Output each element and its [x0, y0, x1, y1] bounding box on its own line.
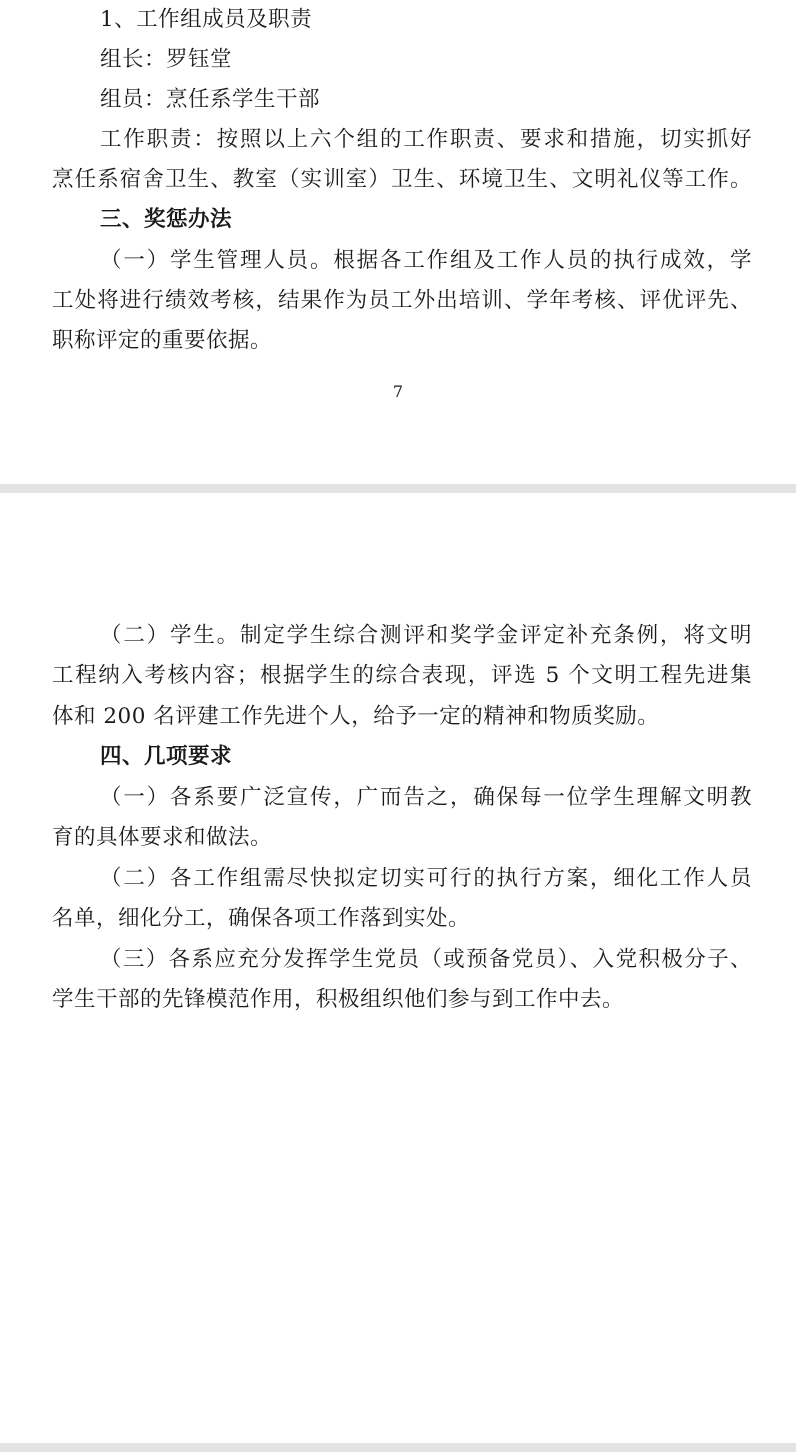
document-page-8 [0, 493, 796, 1443]
text-line-work-group-title: 1、工作组成员及职责 [100, 7, 313, 32]
text-line-rewards-2: 工处将进行绩效考核，结果作为员工外出培训、学年考核、评优评先、 [52, 288, 752, 313]
text-line-rewards-3: 职称评定的重要依据。 [52, 328, 273, 353]
text-line-duties-1: 工作职责：按照以上六个组的工作职责、要求和措施，切实抓好 [100, 127, 752, 152]
text-line-duties-2: 烹任系宿舍卫生、教室（实训室）卫生、环境卫生、文明礼仪等工作。 [52, 167, 752, 192]
text-line-req1-1: （一）各系要广泛宣传，广而告之，确保每一位学生理解文明教 [100, 785, 752, 810]
page-number: 7 [392, 382, 404, 401]
page-separator [0, 484, 796, 493]
text-line-students-3: 体和 200 名评建工作先进个人，给予一定的精神和物质奖励。 [52, 704, 660, 729]
text-line-req3-1: （三）各系应充分发挥学生党员（或预备党员）、入党积极分子、 [100, 947, 752, 972]
text-line-students-2: 工程纳入考核内容；根据学生的综合表现，评选 5 个文明工程先进集 [52, 663, 752, 688]
text-line-req2-1: （二）各工作组需尽快拟定切实可行的执行方案，细化工作人员 [100, 866, 752, 891]
document-page-7 [0, 0, 796, 484]
text-line-req1-2: 育的具体要求和做法。 [52, 825, 273, 850]
text-line-rewards-1: （一）学生管理人员。根据各工作组及工作人员的执行成效，学 [100, 248, 752, 273]
text-line-req2-2: 名单，细化分工，确保各项工作落到实处。 [52, 906, 471, 931]
section-heading-rewards: 三、奖惩办法 [100, 207, 233, 232]
section-heading-requirements: 四、几项要求 [100, 744, 233, 769]
text-line-group-members: 组员：烹任系学生干部 [100, 87, 321, 112]
text-line-req3-2: 学生干部的先锋模范作用，积极组织他们参与到工作中去。 [52, 987, 625, 1012]
text-line-group-leader: 组长：罗钰堂 [100, 47, 233, 72]
page-separator-bottom [0, 1443, 796, 1452]
text-line-students-1: （二）学生。制定学生综合测评和奖学金评定补充条例，将文明 [100, 623, 752, 648]
